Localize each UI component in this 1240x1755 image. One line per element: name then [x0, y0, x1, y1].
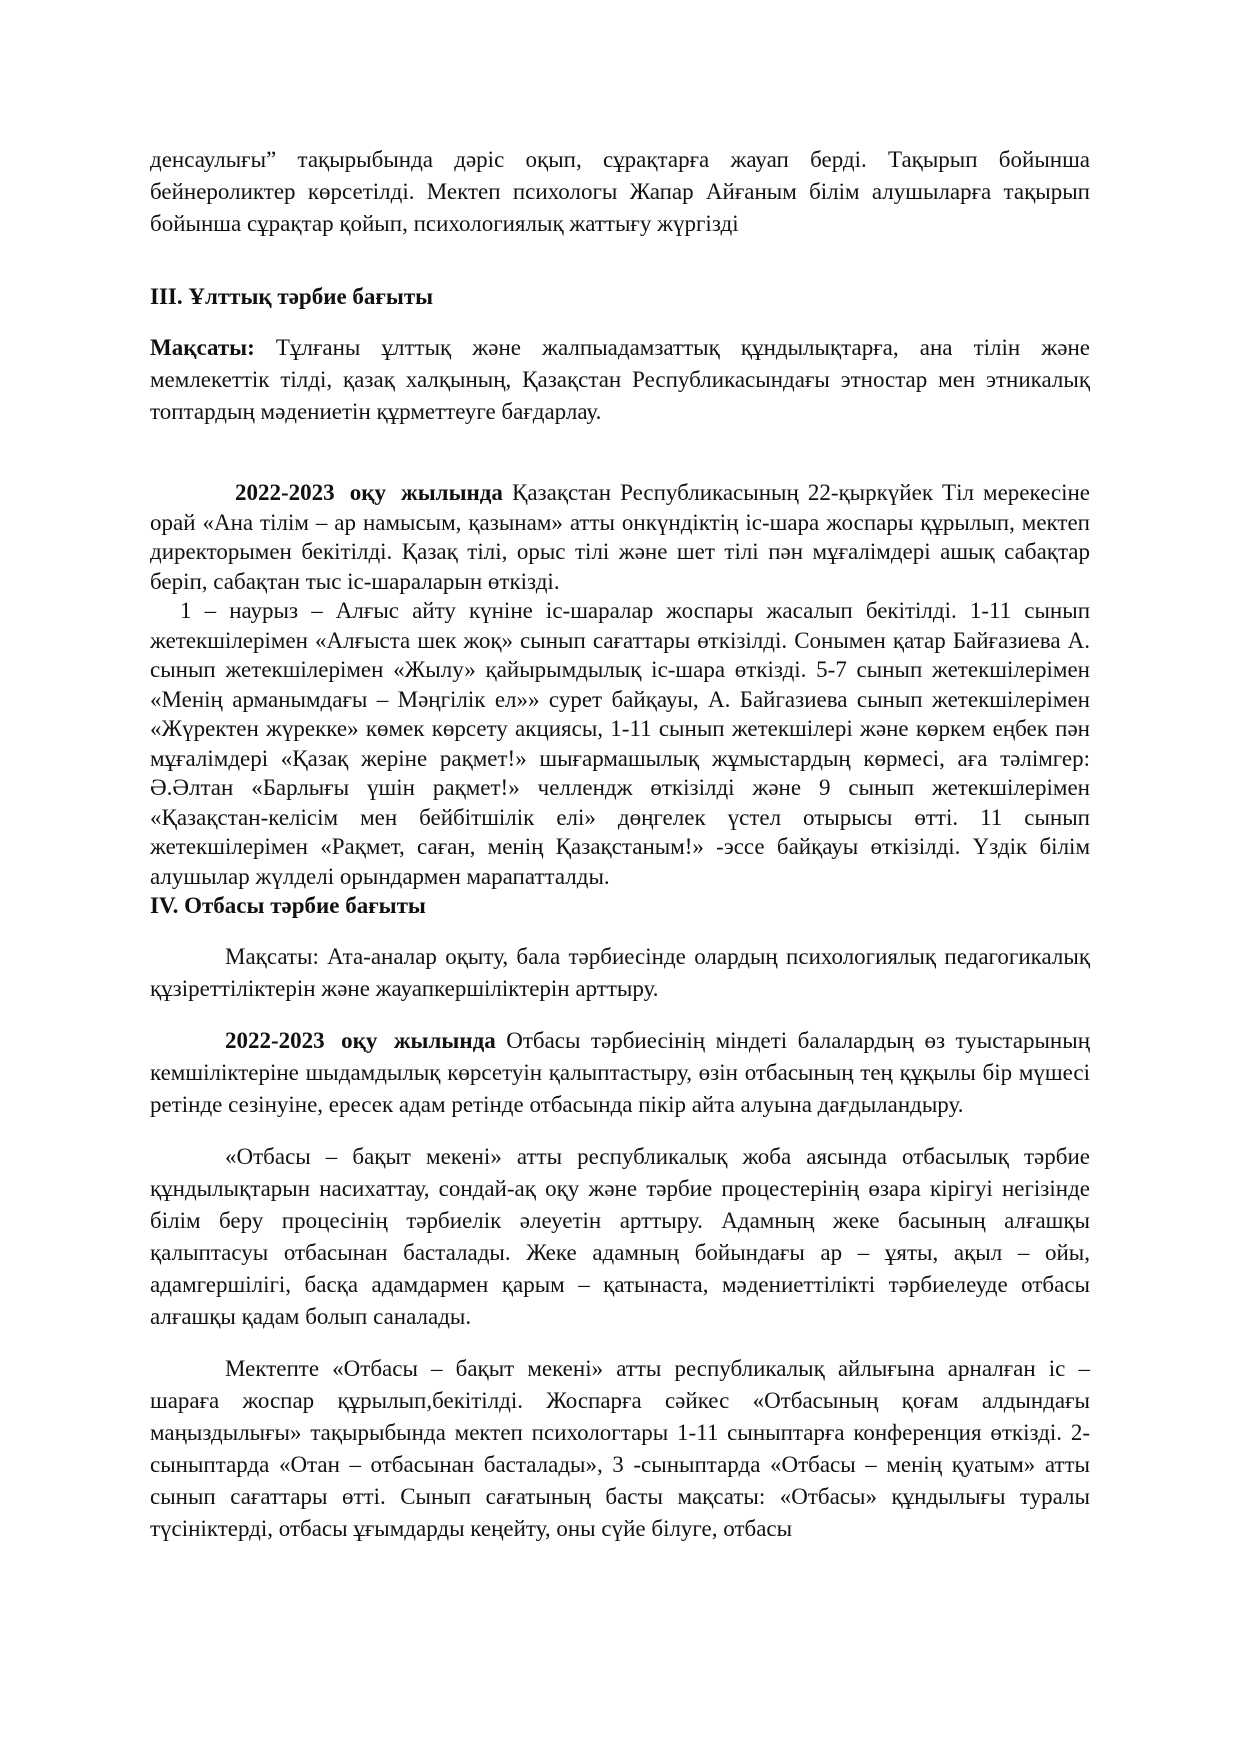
section-4-paragraph-2: «Отбасы – бақыт мекені» атты республикалық жоба аясында отбасылық тәрбие құндылықтарын насихаттау, сондай-ақ оқу және тәрбие процестерінің өзара кірігуі негізінде білім беру процесінің тәрбиелік әлеуетін арттыру. Адамның жеке басының алғашқы қалыптасуы отбасынан басталады. Жеке адамның бойындағы ар – ұяты, ақыл – ойы, адамгершілігі, басқа адамдармен қарым – қатынаста, мәдениеттілікті тәрбиелеуде отбасы алғашқы қадам болып саналады. — [150, 1144, 1090, 1329]
section-3-paragraph-2: 1 – наурыз – Алғыс айту күніне іс-шаралар жоспары жасалып бекітілді. 1-11 сынып жетекшілерімен «Алғыста шек жоқ» сынып сағаттары өткізілді. Сонымен қатар Байғазиева А. сынып жетекшілерімен «Жылу» қайырымдылық іс-шара өткізді. 5-7 сынып жетекшілерімен «Менің арманымдағы – Мәңгілік ел»» сурет байқауы, А. Байгазиева сынып жетекшілерімен «Жүректен жүрекке» көмек көрсету акциясы, 1-11 сынып жетекшілері және көркем еңбек пән мұғалімдері «Қазақ жеріне рақмет!» шығармашылық жұмыстардың көрмесі, аға тәлімгер: Ә.Әлтан «Барлығы үшін рақмет!» челлендж өткізілді және 9 сынып жетекшілерімен «Қазақстан-келісім мен бейбітшілік елі» дөңгелек үстел отырысы өтті. 11 сынып жетекшілерімен «Рақмет, саған, менің Қазақстаным!» -эссе байқауы өткізілді. Үздік білім алушылар жүлделі орындармен марапатталды. — [150, 598, 1090, 889]
paragraph-text: Қазақстан Республикасының 22-қыркүйек Тіл мерекесіне орай «Ана тілім – ар намысым, қазынам» атты онкүндіктің іс-шара жоспары құрылып, мектеп директорымен бекітілді. Қазақ тілі, орыс тілі және шет тілі пән мұғалімдері ашық сабақтар беріп, сабақтан тыс іс-шараларын өткізді. — [150, 480, 1091, 594]
year-label: 2022-2023 оқу жылында — [225, 1028, 496, 1053]
section-3-paragraph-1 — [150, 478, 1090, 596]
document-page — [150, 144, 1090, 1545]
section-4-heading: ІV. Отбасы тәрбие бағыты — [150, 893, 426, 918]
section-4-paragraph-1 — [150, 1025, 1090, 1121]
goal-text: Тұлғаны ұлттық және жалпыадамзаттық құндылықтарға, ана тілін және мемлекеттік тілді, қазақ халқының, Қазақстан Республикасындағы этностар мен этникалық топтардың мәдениетін құрметтеуге бағдарлау. — [150, 335, 1090, 424]
goal-label: Мақсаты: — [150, 335, 255, 360]
section-3-goal — [150, 332, 1090, 428]
year-label: 2022-2023 оқу жылында — [235, 480, 503, 505]
paragraph-text: Отбасы тәрбиесінің міндеті балалардың өз туыстарының кемшіліктеріне шыдамдылық көрсетуін қалыптастыру, өзін отбасының тең құқылы бір мүшесі ретінде сезінуіне, ересек адам ретінде отбасында пікір айта алуына дағдыландыру. — [150, 1028, 1091, 1117]
section-4-paragraph-3: Мектепте «Отбасы – бақыт мекені» атты республикалық айлығына арналған іс – шараға жоспар құрылып,бекітілді. Жоспарға сәйкес «Отбасының қоғам алдындағы маңыздылығы» тақырыбында мектеп психологтары 1-11 сыныптарға конференция өткізді. 2- сыныптарда «Отан – отбасынан басталады», 3 -сыныптарда «Отбасы – менің қуатым» атты сынып сағаттары өтті. Сынып сағатының басты мақсаты: «Отбасы» құндылығы туралы түсініктерді, отбасы ұғымдарды кеңейту, оны сүйе білуге, отбасы — [150, 1356, 1090, 1541]
paragraph-intro: денсаулығы” тақырыбында дәріс оқып, сұрақтарға жауап берді. Тақырып бойынша бейнероликтер көрсетілді. Мектеп психологы Жапар Айғаным білім алушыларға тақырып бойынша сұрақтар қойып, психологиялық жаттығу жүргізді — [150, 147, 1090, 236]
section-3-heading: ІІІ. Ұлттық тәрбие бағыты — [150, 284, 434, 309]
section-4-goal: Мақсаты: Ата-аналар оқыту, бала тәрбиесінде олардың психологиялық педагогикалық құзіреттіліктерін және жауапкершіліктерін арттыру. — [150, 944, 1090, 1001]
